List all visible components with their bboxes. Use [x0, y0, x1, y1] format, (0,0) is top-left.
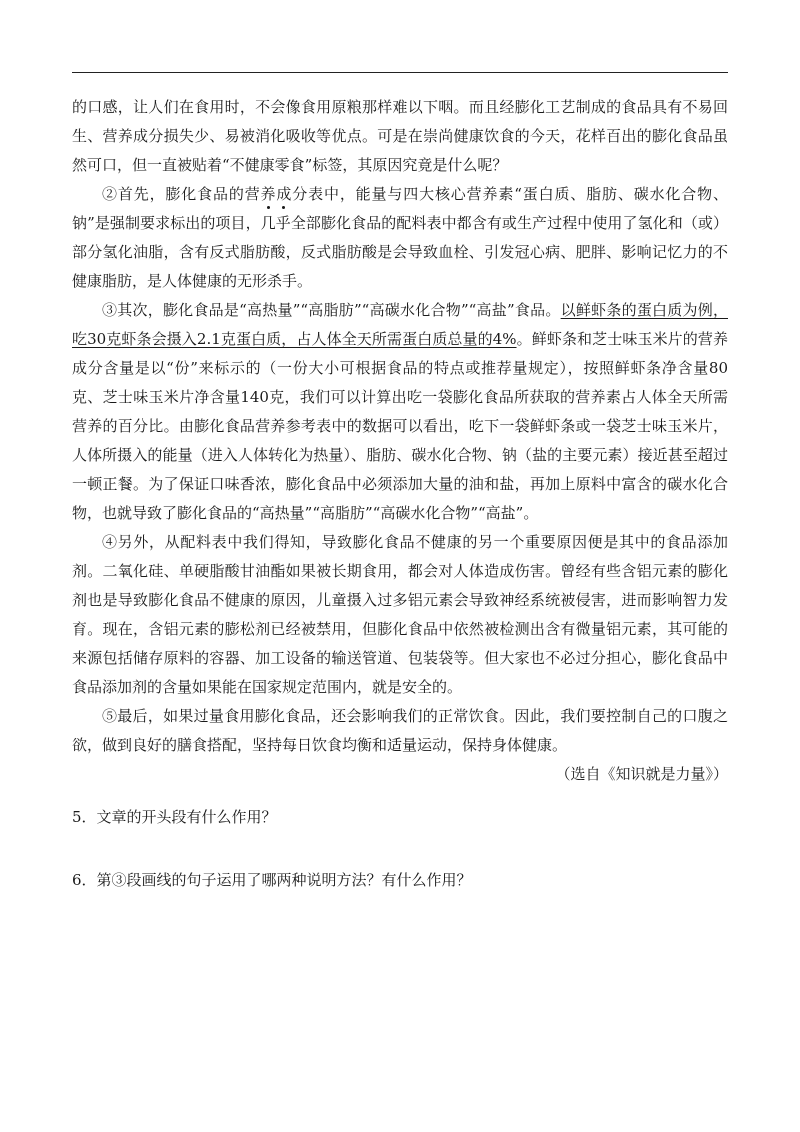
question-6: 6．第③段画线的句子运用了哪两种说明方法？有什么作用？ — [72, 871, 472, 889]
paragraph-5: ⑤最后，如果过量食用膨化食品，还会影响我们的正常饮食。因此，我们要控制自己的口腹之欲，做到良好的膳食搭配，坚持每日饮食均衡和适量运动，保持身体健康。 — [72, 707, 728, 754]
paragraph-4: ④另外，从配料表中我们得知，导致膨化食品不健康的另一个重要原因便是其中的食品添加剂。二氧化硅、单硬脂酸甘油酯如果被长期食用，都会对人体造成伤害。曾经有些含铝元素的膨化剂也是导致膨化食品不健康的原因，儿童摄入过多铝元素会导致神经系统被侵害，进而影响智力发育。现在，含铝元素的膨松剂已经被禁用，但膨化食品中依然被检测出含有微量铝元素，其可能的来源包括储存原料的容器、加工设备的输送管道、包装袋等。但大家也不必过分担心，膨化食品中食品添加剂的含量如果能在国家规定范围内，就是安全的。 — [72, 533, 728, 696]
paragraph-3-text-a: ③其次，膨化食品是“高热量”“高脂肪”“高碳水化合物”“高盐”食品。 — [102, 301, 561, 319]
paragraph-2-text-b: 全部膨化食品的配料表中都含有或生产过程中使用了氢化和（或）部分氢化油脂，含有反式脂肪酸，反式脂肪酸是会导致血栓、引发冠心病、肥胖、影响记忆力的不健康脂肪，是人体健康的无形杀手。 — [72, 214, 728, 290]
question-5: 5．文章的开头段有什么作用？ — [72, 808, 277, 826]
paragraph-3 — [72, 296, 728, 528]
paragraph-2 — [72, 180, 728, 296]
emphasis-dot-char-1: 几 — [260, 214, 276, 232]
paragraph-2-text-a: ②首先，膨化食品的营养成分表中，能量与四大核心营养素“蛋白质、脂肪、碳水化合物、钠”是强制要求标出的项目， — [72, 185, 728, 232]
source-citation: （选自《知识就是力量》） — [555, 765, 728, 783]
paragraph-intro: 的口感，让人们在食用时，不会像食用原粮那样难以下咽。而且经膨化工艺制成的食品具有不易回生、营养成分损失少、易被消化吸收等优点。可是在崇尚健康饮食的今天，花样百出的膨化食品虽然可口，但一直被贴着“不健康零食”标签，其原因究竟是什么呢？ — [72, 98, 728, 174]
emphasis-dot-char-2: 乎 — [275, 214, 291, 232]
paragraph-3-text-b: 。鲜虾条和芝士味玉米片的营养成分含量是以“份”来标示的（一份大小可根据食品的特点或推荐量规定），按照鲜虾条净含量80克、芝士味玉米片净含量140克，我们可以计算出吃一袋膨化食品所获取的营养素占人体全天所需营养的百分比。由膨化食品营养参考表中的数据可以看出，吃下一袋鲜虾条或一袋芝士味玉米片，人体所摄入的能量（进入人体转化为热量）、脂肪、碳水化合物、钠（盐的主要元素）接近甚至超过一顿正餐。为了保证口味香浓，膨化食品中必须添加大量的油和盐，再加上原料中富含的碳水化合物，也就导致了膨化食品的“高热量”“高脂肪”“高碳水化合物”“高盐”。 — [72, 330, 728, 522]
underlined-sentence: 以鲜虾条的蛋白质为例，吃30克虾条会摄入2.1克蛋白质，占人体全天所需蛋白质总量的4% — [72, 301, 728, 348]
header-rule — [72, 72, 728, 73]
article — [72, 93, 728, 895]
